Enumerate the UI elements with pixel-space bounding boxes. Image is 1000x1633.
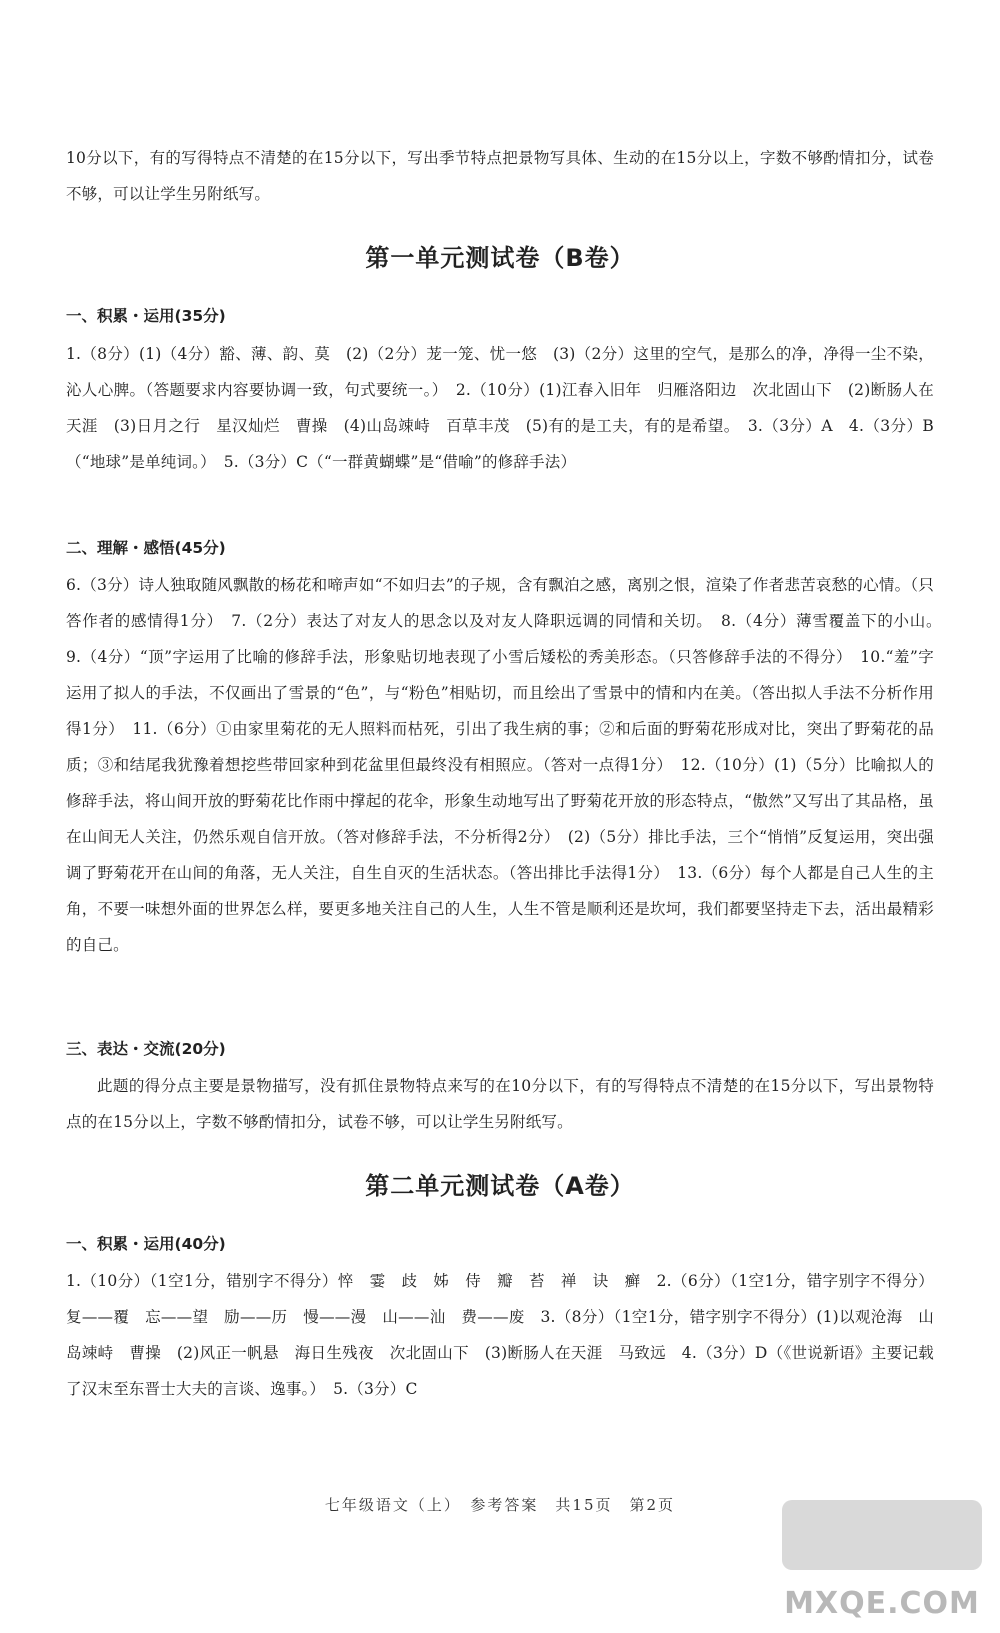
b-understand-answers: 6.（3分）诗人独取随风飘散的杨花和啼声如“不如归去”的子规，含有飘泊之感，离别之恨，渲染了作者悲苦哀愁的心情。（只答作者的感情得1分） 7.（2分）表达了对友人的思念以及对友人降职远调的同情和关切。 8.（4分）薄雪覆盖下的小山。 9.（4分）“顶”字运用了比喻的修辞手法，形象贴切地表现了小雪后矮松的秀美形态。（只答修辞手法的不得分） 10.“羞”字运用了拟人的手法，不仅画出了雪景的“色”，与“粉色”相贴切，而且绘出了雪景中的情和内在美。（答出拟人手法不分析作用得1分） 11.（6分）①由家里菊花的无人照料而枯死，引出了我生病的事；②和后面的野菊花形成对比，突出了野菊花的品质；③和结尾我犹豫着想挖些带回家种到花盆里但最终没有相照应。（答对一点得1分） 12.（10分）(1)（5分）比喻拟人的修辞手法，将山间开放的野菊花比作雨中撑起的花伞，形象生动地写出了野菊花开放的形态特点，“傲然”又写出了其品格，虽在山间无人关注，仍然乐观自信开放。（答对修辞手法，不分析得2分） (2)（5分）排比手法，三个“悄悄”反复运用，突出强调了野菊花开在山间的角落，无人关注，自生自灭的生活状态。（答出排比手法得1分） 13.（6分）每个人都是自己人生的主角，不要一味想外面的世界怎么样，要更多地关注自己的人生，人生不管是顺利还是坎坷，我们都要坚持走下去，活出最精彩的自己。	[66, 576, 950, 954]
b-accumulate-answers: 1.（8分）(1)（4分）豁、薄、韵、莫 (2)（2分）茏一笼、忧一悠 (3)（2分）这里的空气，是那么的净，净得一尘不染，沁人心脾。（答题要求内容要协调一致，句式要统一。） 2.（10分）(1)江春入旧年 归雁洛阳边 次北固山下 (2)断肠人在天涯 (3)日月之行 星汉灿烂 曹操 (4)山岛竦峙 百草丰茂 (5)有的是工夫，有的是希望。 3.（3分）A 4.（3分）B（“地球”是单纯词。） 5.（3分）C（“一群黄蝴蝶”是“借喻”的修辞手法）	[66, 345, 934, 471]
section-a-accumulate: 一、积累・运用(40分)	[66, 1235, 226, 1253]
section-b-accumulate: 一、积累・运用(35分)	[66, 307, 226, 325]
watermark-badge-icon	[782, 1500, 982, 1570]
section-b-understand: 二、理解・感悟(45分)	[66, 539, 226, 557]
watermark-text: MXQE.COM	[784, 1586, 980, 1621]
b-express-answers: 此题的得分点主要是景物描写，没有抓住景物特点来写的在10分以下，有的写得特点不清楚的在15分以下，写出景物特点的在15分以上，字数不够酌情扣分，试卷不够，可以让学生另附纸写。	[66, 1077, 934, 1131]
page-footer: 七年级语文（上） 参考答案 共15页 第2页	[324, 1496, 676, 1514]
test-b-title: 第一单元测试卷（B卷）	[365, 244, 635, 272]
test-a-title: 第二单元测试卷（A卷）	[365, 1172, 635, 1200]
intro-paragraph: 10分以下，有的写得特点不清楚的在15分以下，写出季节特点把景物写具体、生动的在15分以上，字数不够酌情扣分，试卷不够，可以让学生另附纸写。	[66, 149, 934, 203]
watermark-logo	[782, 1500, 982, 1621]
section-b-express: 三、表达・交流(20分)	[66, 1040, 226, 1058]
a-accumulate-answers: 1.（10分）（1空1分，错别字不得分）悴 霎 歧 姊 侍 瓣 苔 禅 诀 癣 2.（6分）（1空1分，错字别字不得分）复——覆 忘——望 励——历 慢——漫 山——汕 费——废 3.（8分）（1空1分，错字别字不得分）(1)以观沧海 山岛竦峙 曹操 (2)风正一帆悬 海日生残夜 次北固山下 (3)断肠人在天涯 马致远 4.（3分）D（《世说新语》主要记载了汉末至东晋士大夫的言谈、逸事。） 5.（3分）C	[66, 1272, 934, 1398]
